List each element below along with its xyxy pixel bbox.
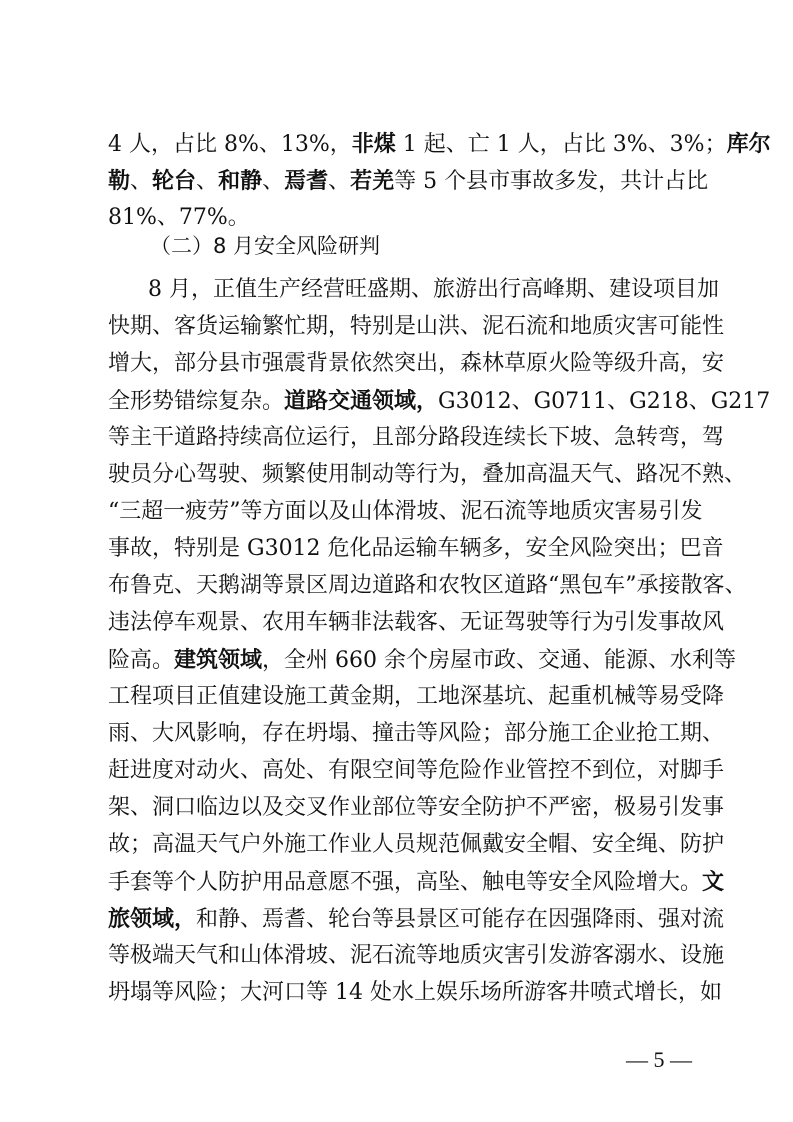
text-span: 驶员分心驾驶、频繁使用制动等行为，叠加高温天气、路况不熟、 [108, 462, 747, 487]
text-span: 、 [130, 169, 153, 194]
text-line [108, 167, 709, 196]
text-line [108, 683, 725, 711]
text-span: 81%、77%。 [108, 205, 250, 230]
text-span: 全形势错综复杂。 [108, 389, 285, 414]
text-span: 1 起、亡 1 人，占比 3%、3%； [395, 132, 727, 157]
bold-text-span: 和静 [218, 168, 263, 194]
text-line [108, 313, 725, 341]
text-line [108, 387, 771, 416]
bold-text-span: 道路交通领域， [284, 388, 439, 414]
text-span: 赶进度对动火、高处、有限空间等危险作业管控不到位，对脚手 [108, 758, 725, 783]
text-span: 布鲁克、天鹅湖等景区周边道路和农牧区道路“黑包车”承接散客、 [108, 573, 747, 598]
text-span: 4 人，占比 8%、13%， [108, 132, 352, 157]
text-line [108, 979, 722, 1007]
text-span: 、 [328, 169, 351, 194]
text-span: 等主干道路持续高位运行，且部分路段连续长下坡、急转弯，驾 [108, 425, 725, 450]
text-line [108, 831, 725, 859]
text-span: 违法停车观景、农用车辆非法载客、无证驾驶等行为引发事故风 [108, 610, 725, 635]
section-heading: （二）8 月安全风险研判 [150, 234, 381, 258]
text-line [108, 461, 747, 489]
text-line [108, 609, 725, 637]
text-span: G3012、G0711、G218、G217 [438, 389, 771, 414]
text-line [108, 868, 725, 897]
text-line [108, 942, 725, 970]
page-number: — 5 — [626, 1047, 692, 1072]
text-span: 等极端天气和山体滑坡、泥石流等地质灾害引发游客溺水、设施 [108, 943, 725, 968]
text-span: 快期、客货运输繁忙期，特别是山洪、泥石流和地质灾害可能性 [108, 314, 725, 339]
text-line [108, 535, 724, 563]
text-line [108, 794, 725, 822]
text-line [108, 757, 725, 785]
bold-text-span: 非煤 [351, 131, 396, 157]
text-line [108, 720, 725, 748]
text-span: 手套等个人防护用品意愿不强，高坠、触电等安全风险增大。 [108, 870, 703, 895]
text-line [148, 276, 719, 304]
text-span: 雨、大风影响，存在坍塌、撞击等风险；部分施工企业抢工期、 [108, 721, 725, 746]
text-span: 8 月，正值生产经营旺盛期、旅游出行高峰期、建设项目加 [148, 277, 719, 302]
text-span: 等 5 个县市事故多发，共计占比 [394, 169, 709, 194]
text-line [108, 572, 747, 600]
text-span: 、 [262, 169, 285, 194]
text-span: 架、洞口临边以及交叉作业部位等安全防护不严密，极易引发事 [108, 795, 725, 820]
text-line [108, 646, 737, 675]
bold-text-span: 焉耆 [284, 168, 329, 194]
bold-text-span: 文 [702, 869, 725, 895]
text-line [108, 350, 725, 378]
text-span: 、 [196, 169, 219, 194]
text-span: ，全州 660 余个房屋市政、交通、能源、水利等 [262, 648, 737, 673]
text-span: 工程项目正值建设施工黄金期，工地深基坑、起重机械等易受降 [108, 684, 725, 709]
text-span: 事故，特别是 G3012 危化品运输车辆多，安全风险突出；巴音 [108, 536, 724, 561]
bold-text-span: 轮台 [152, 168, 197, 194]
text-span: 故；高温天气户外施工作业人员规范佩戴安全帽、安全绳、防护 [108, 832, 725, 857]
text-line [108, 498, 703, 526]
bold-text-span: 若羌 [350, 168, 395, 194]
text-line [108, 204, 688, 232]
text-line [108, 130, 771, 159]
bold-text-span: 旅领域， [108, 906, 197, 932]
text-span: 险高。 [108, 648, 175, 673]
bold-text-span: 勒 [108, 168, 131, 194]
bold-text-span: 库尔 [726, 131, 771, 157]
text-line [108, 424, 725, 452]
text-span: 和静、焉耆、轮台等县景区可能存在因强降雨、强对流 [196, 907, 725, 932]
bold-text-span: 建筑领域 [174, 647, 263, 673]
text-span: 坍塌等风险；大河口等 14 处水上娱乐场所游客井喷式增长，如 [108, 980, 722, 1005]
text-span: 增大，部分县市强震背景依然突出，森林草原火险等级升高，安 [108, 351, 725, 376]
text-line [108, 905, 725, 934]
text-span: “三超一疲劳”等方面以及山体滑坡、泥石流等地质灾害易引发 [108, 499, 703, 524]
